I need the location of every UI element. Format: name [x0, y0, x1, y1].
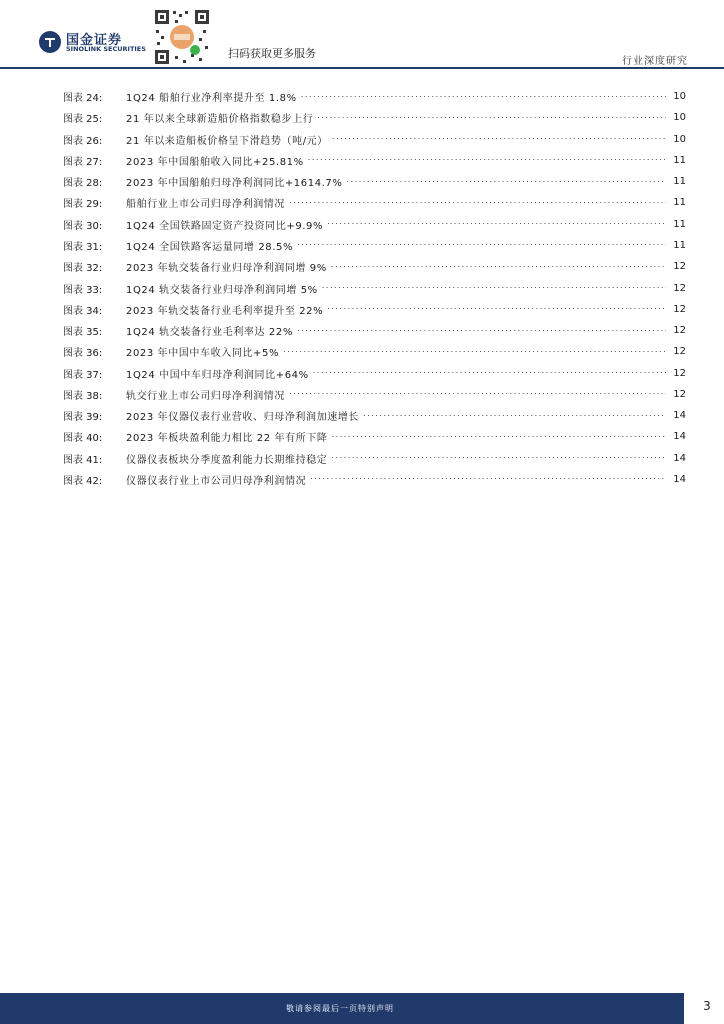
toc-dot-leader — [327, 303, 666, 315]
toc-entry-title: 2023 年中国船舶收入同比+25.81% — [126, 156, 304, 168]
toc-entry[interactable] — [63, 362, 686, 383]
toc-dot-leader — [313, 367, 666, 379]
qr-code-icon — [151, 6, 213, 68]
toc-entry-page: 12 — [673, 325, 686, 337]
toc-entry[interactable] — [63, 448, 686, 469]
toc-entry-label: 图表 34: — [63, 305, 103, 317]
toc-dot-leader — [363, 410, 666, 422]
toc-entry-label: 图表 25: — [63, 114, 103, 126]
toc-entry-label: 图表 39: — [63, 412, 103, 424]
toc-entry-label: 图表 30: — [63, 220, 103, 232]
toc-entry-title: 仪器仪表板块分季度盈利能力长期维持稳定 — [126, 454, 328, 466]
toc-entry-title: 1Q24 轨交装备行业归母净利润同增 5% — [126, 284, 318, 296]
toc-entry-title: 轨交行业上市公司归母净利润情况 — [126, 390, 285, 402]
toc-dot-leader — [289, 388, 666, 400]
toc-entry[interactable] — [63, 129, 686, 150]
toc-entry-label: 图表 38: — [63, 390, 103, 402]
toc-dot-leader — [332, 431, 666, 443]
toc-entry-label: 图表 35: — [63, 327, 103, 339]
toc-entry[interactable] — [63, 214, 686, 235]
toc-entry[interactable] — [63, 341, 686, 362]
sinolink-logo — [38, 28, 148, 56]
toc-entry-page: 14 — [673, 473, 686, 485]
toc-entry-label: 图表 31: — [63, 241, 103, 253]
toc-entry-page: 12 — [673, 282, 686, 294]
toc-entry-label: 图表 26: — [63, 135, 103, 147]
toc-dot-leader — [289, 197, 666, 209]
toc-entry[interactable] — [63, 277, 686, 298]
toc-dot-leader — [297, 239, 666, 251]
toc-entry-page: 10 — [673, 91, 686, 103]
footer-bar — [0, 993, 684, 1024]
toc-dot-leader — [331, 261, 666, 273]
toc-entry-title: 2023 年板块盈利能力相比 22 年有所下降 — [126, 433, 328, 445]
toc-dot-leader — [283, 346, 666, 358]
toc-entry-page: 11 — [673, 239, 686, 251]
toc-entry[interactable] — [63, 256, 686, 277]
figure-index — [63, 86, 686, 490]
brand-name-en: SINOLINK SECURITIES — [66, 45, 146, 53]
toc-dot-leader — [331, 452, 666, 464]
toc-entry-label: 图表 37: — [63, 369, 103, 381]
toc-entry-page: 11 — [673, 218, 686, 230]
toc-entry[interactable] — [63, 86, 686, 107]
toc-entry-page: 10 — [673, 112, 686, 124]
footer-disclaimer: 敬请参阅最后一页特别声明 — [286, 1004, 394, 1013]
toc-dot-leader — [322, 282, 666, 294]
toc-entry[interactable] — [63, 320, 686, 341]
toc-entry-title: 1Q24 中国中车归母净利润同比+64% — [126, 369, 309, 381]
toc-entry-title: 仪器仪表行业上市公司归母净利润情况 — [126, 475, 307, 487]
toc-entry-title: 2023 年轨交装备行业毛利率提升至 22% — [126, 305, 324, 317]
toc-entry-page: 14 — [673, 452, 686, 464]
toc-entry[interactable] — [63, 405, 686, 426]
toc-entry-page: 11 — [673, 154, 686, 166]
toc-entry-title: 1Q24 全国铁路客运量同增 28.5% — [126, 241, 294, 253]
toc-dot-leader — [301, 91, 666, 103]
toc-entry-title: 1Q24 船舶行业净利率提升至 1.8% — [126, 93, 297, 105]
toc-entry-title: 1Q24 全国铁路固定资产投资同比+9.9% — [126, 220, 324, 232]
toc-entry-title: 2023 年中国中车收入同比+5% — [126, 348, 280, 360]
toc-entry-title: 1Q24 轨交装备行业毛利率达 22% — [126, 327, 293, 339]
toc-entry[interactable] — [63, 107, 686, 128]
brand-name-cn: 国金证券 — [66, 33, 123, 48]
toc-entry-label: 图表 24: — [63, 93, 103, 105]
toc-entry-title: 2023 年轨交装备行业归母净利润同增 9% — [126, 263, 327, 275]
toc-dot-leader — [310, 473, 666, 485]
toc-entry-label: 图表 36: — [63, 348, 103, 360]
toc-entry-title: 21 年以来造船板价格呈下滑趋势（吨/元） — [126, 135, 328, 147]
toc-entry[interactable] — [63, 384, 686, 405]
toc-entry-page: 10 — [673, 133, 686, 145]
toc-entry-page: 12 — [673, 388, 686, 400]
toc-dot-leader — [347, 176, 667, 188]
toc-entry-page: 12 — [673, 367, 686, 379]
toc-dot-leader — [317, 112, 666, 124]
toc-entry[interactable] — [63, 426, 686, 447]
toc-entry-label: 图表 42: — [63, 475, 103, 487]
toc-entry[interactable] — [63, 299, 686, 320]
toc-entry-page: 12 — [673, 346, 686, 358]
report-type-label: 行业深度研究 — [622, 56, 688, 67]
toc-entry[interactable] — [63, 192, 686, 213]
toc-entry-page: 12 — [673, 261, 686, 273]
toc-entry-label: 图表 28: — [63, 178, 103, 190]
toc-entry-label: 图表 41: — [63, 454, 103, 466]
qr-caption: 扫码获取更多服务 — [228, 47, 316, 60]
toc-entry-title: 2023 年仪器仪表行业营收、归母净利润加速增长 — [126, 412, 360, 424]
toc-entry[interactable] — [63, 171, 686, 192]
toc-dot-leader — [297, 325, 666, 337]
header-divider — [0, 67, 724, 69]
toc-entry-label: 图表 40: — [63, 433, 103, 445]
page-footer — [0, 993, 724, 1024]
toc-entry[interactable] — [63, 150, 686, 171]
toc-dot-leader — [308, 154, 666, 166]
page-number: 3 — [703, 999, 711, 1013]
page-header — [0, 0, 724, 72]
toc-dot-leader — [332, 133, 666, 145]
toc-entry-title: 21 年以来全球新造船价格指数稳步上行 — [126, 114, 314, 126]
toc-entry-page: 11 — [673, 176, 686, 188]
toc-entry-title: 2023 年中国船舶归母净利润同比+1614.7% — [126, 178, 343, 190]
toc-dot-leader — [327, 218, 666, 230]
toc-entry-label: 图表 33: — [63, 284, 103, 296]
sinolink-logo-mark-icon — [38, 30, 62, 54]
toc-entry-label: 图表 32: — [63, 263, 103, 275]
toc-entry-page: 11 — [673, 197, 686, 209]
toc-entry-page: 14 — [673, 410, 686, 422]
toc-entry[interactable] — [63, 235, 686, 256]
toc-entry-label: 图表 27: — [63, 156, 103, 168]
toc-entry-label: 图表 29: — [63, 199, 103, 211]
toc-entry-page: 14 — [673, 431, 686, 443]
toc-entry-title: 船舶行业上市公司归母净利润情况 — [126, 199, 285, 211]
toc-entry-page: 12 — [673, 303, 686, 315]
toc-entry[interactable] — [63, 469, 686, 490]
